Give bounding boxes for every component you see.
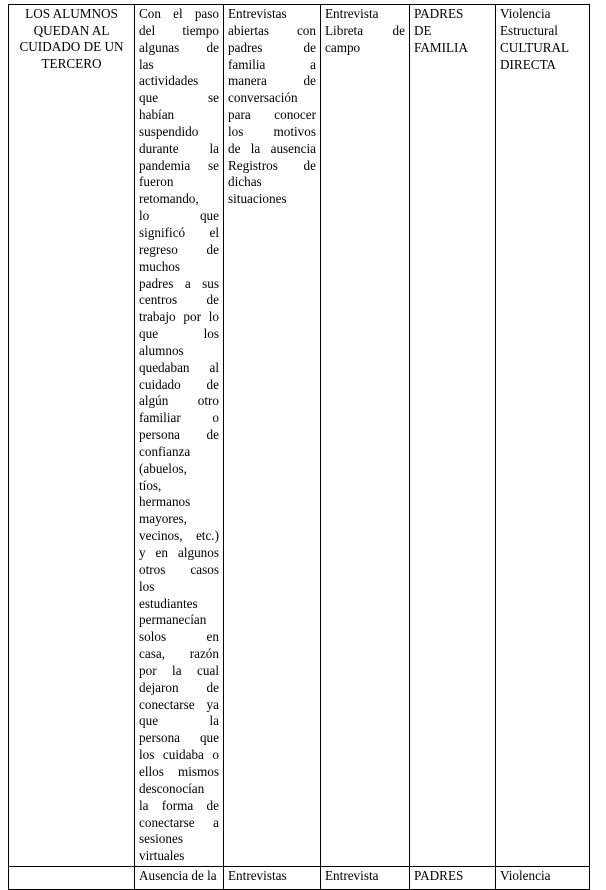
text-line: abiertas con [228,22,316,38]
table-row [9,867,590,890]
text-line: Violencia [500,6,551,21]
text-line: situaciones [228,191,287,207]
text-line: que la [139,713,219,729]
strategy-text [228,6,316,208]
text-line: las [139,56,154,72]
violence-cell [496,5,590,867]
analysis-table [8,4,590,890]
text-line: centros de [139,292,219,308]
text-line: muchos [139,258,181,274]
text-line: dichas [228,174,262,190]
case-text [13,6,130,72]
text-line: por la cual [139,662,219,678]
text-line: trabajo por lo [139,309,219,325]
text-line: Registros de [228,157,316,173]
instrument-text [325,6,405,57]
text-line: Estructural [500,22,558,38]
text-line: hermanos [139,494,191,510]
next-description-cell: Ausencia de la [135,867,224,890]
text-line: la forma de [139,797,219,813]
strategy-cell [224,5,321,867]
text-line: Libreta de [325,22,405,38]
source-text [414,6,491,57]
description-cell [135,5,224,867]
text-line: confianza [139,443,191,459]
text-line: campo [325,39,361,55]
text-line: conectarse a [139,814,219,830]
text-line: fueron [139,174,174,190]
text-line: casa, razón [139,646,219,662]
description-text [139,6,219,865]
text-line: habían [139,107,175,123]
text-line: pandemia se [139,157,219,173]
next-violence-cell: Violencia [496,867,590,890]
text-line: actividades [139,73,199,89]
text-line: sesiones [139,831,183,847]
text-line: otros casos [139,561,219,577]
text-line: cuidado de [139,376,219,392]
text-line: tíos, [139,477,162,493]
text-line: regreso de [139,241,219,257]
text-line: persona que [139,730,219,746]
text-line: permanecían [139,612,207,628]
text-line: algunas de [139,39,219,55]
text-line: durante la [139,140,219,156]
text-line: (abuelos, [139,460,187,476]
next-case-cell [9,867,135,890]
text-line: retomando, [139,191,199,207]
text-line: lo que [139,208,219,224]
case-line: QUEDAN AL [33,22,110,38]
text-line: dejaron de [139,679,219,695]
text-line: del tiempo [139,22,219,38]
text-line: los [139,578,155,594]
text-line: vecinos, etc.) [139,528,219,544]
text-line: CULTURAL [500,39,570,55]
text-line: los motivos [228,123,316,139]
next-source-cell: PADRES [410,867,496,890]
case-line: LOS ALUMNOS [25,6,118,21]
text-line: Con el paso [139,6,219,21]
text-line: solos en [139,629,219,645]
case-line: TERCERO [41,55,102,71]
case-line: CUIDADO DE UN [19,39,124,54]
next-strategy-cell: Entrevistas [224,867,321,890]
text-line: padres de [228,39,316,55]
text-line: desconocían [139,780,205,796]
violence-text [500,6,585,73]
text-line: conversación [228,90,298,106]
text-line: estudiantes [139,595,198,611]
text-line: ellos mismos [139,763,219,779]
text-line: que los [139,326,219,342]
text-line: y en algunos [139,545,219,560]
table-row [9,5,590,867]
text-line: DIRECTA [500,56,557,72]
text-line: manera de [228,73,316,89]
text-line: suspendido [139,123,199,139]
text-line: PADRES [414,6,464,21]
text-line: DE [414,22,432,38]
text-line: de la ausencia [228,140,316,156]
text-line: FAMILIA [414,39,468,55]
text-line: Entrevista [325,6,379,21]
text-line: quedaban al [139,359,219,375]
case-cell [9,5,135,867]
text-line: familia a [228,56,316,72]
text-line: significó el [139,224,219,240]
text-line: alumnos [139,342,184,358]
text-line: que se [139,90,219,106]
text-line: mayores, [139,511,187,527]
next-instrument-cell: Entrevista [321,867,410,890]
text-line: persona de [139,427,219,443]
text-line: Entrevistas [228,6,287,21]
text-line: padres a sus [139,275,219,291]
instrument-cell [321,5,410,867]
text-line: familiar o [139,410,219,426]
text-line: los cuidaba o [139,747,219,763]
source-cell [410,5,496,867]
text-line: para conocer [228,107,316,123]
text-line: virtuales [139,848,185,864]
text-line: conectarse ya [139,696,219,712]
text-line: algún otro [139,393,219,409]
